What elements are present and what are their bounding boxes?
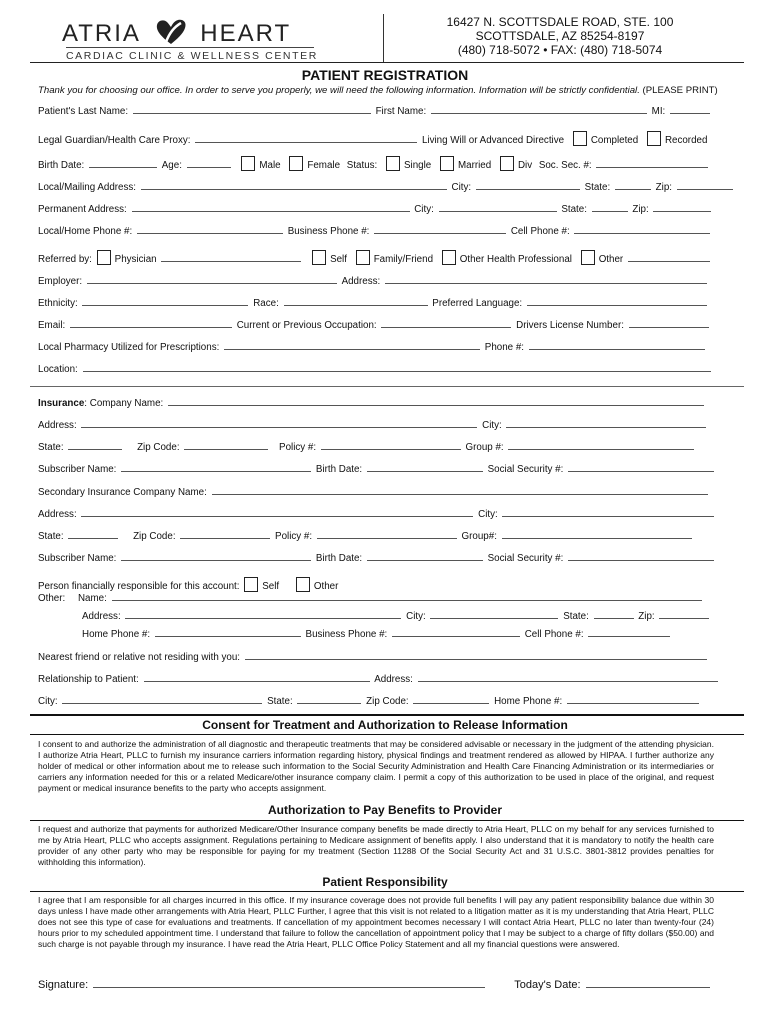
other-business-phone-label: Business Phone #: (305, 629, 388, 640)
pharmacy-field[interactable] (224, 340, 480, 350)
row-phones (38, 224, 714, 238)
secondary-birth-date-field[interactable] (367, 551, 483, 561)
recorded-checkbox[interactable] (647, 131, 661, 146)
employer-label: Employer: (38, 276, 83, 287)
row-permanent-address (38, 202, 714, 216)
male-checkbox[interactable] (241, 156, 255, 171)
location-field[interactable] (83, 362, 711, 372)
local-city-field[interactable] (476, 180, 580, 190)
mi-field[interactable] (670, 104, 710, 114)
other-cell-phone-label: Cell Phone #: (524, 629, 584, 640)
married-checkbox[interactable] (440, 156, 454, 171)
secondary-ssn-label: Social Security #: (487, 553, 564, 564)
relationship-field[interactable] (144, 672, 370, 682)
secondary-zip-label: Zip Code: (133, 531, 176, 542)
other-state-field[interactable] (594, 609, 634, 619)
single-checkbox[interactable] (386, 156, 400, 171)
family-friend-checkbox[interactable] (356, 250, 370, 265)
male-label: Male (259, 160, 281, 171)
drivers-license-label: Drivers License Number: (516, 320, 624, 331)
financial-other-checkbox[interactable] (296, 577, 310, 592)
insurance-zip-field[interactable] (184, 440, 268, 450)
signature-row (38, 976, 714, 991)
race-label: Race: (253, 298, 279, 309)
financial-self-label: Self (262, 581, 280, 592)
address-line-1: 16427 N. SCOTTSDALE ROAD, STE. 100 (446, 15, 674, 29)
relationship-city-label: City: (38, 696, 58, 707)
other-zip-field[interactable] (659, 609, 709, 619)
row-referred-by (38, 250, 714, 264)
other-cell-phone-field[interactable] (588, 627, 670, 637)
other-address-label: Address: (82, 611, 121, 622)
birth-date-field[interactable] (89, 158, 157, 168)
last-name-field[interactable] (133, 104, 371, 114)
single-label: Single (404, 160, 432, 171)
female-checkbox[interactable] (289, 156, 303, 171)
living-will-label: Living Will or Advanced Directive (421, 135, 565, 146)
subscriber-name-field[interactable] (121, 462, 311, 472)
consent-rule (30, 714, 744, 716)
address-line-3: (480) 718-5072 • FAX: (480) 718-5074 (457, 43, 663, 57)
row-patient-name (38, 104, 714, 118)
first-name-label: First Name: (375, 106, 427, 117)
header-rule (30, 62, 744, 63)
row-birth-status (38, 156, 714, 170)
age-label: Age: (161, 160, 182, 171)
other-referral-checkbox[interactable] (581, 250, 595, 265)
todays-date-label: Today's Date: (514, 979, 581, 991)
permanent-address-label: Permanent Address: (38, 204, 127, 215)
secondary-address-label: Address: (38, 509, 77, 520)
first-name-field[interactable] (431, 104, 647, 114)
recorded-label: Recorded (664, 135, 708, 146)
insurance-state-field[interactable] (68, 440, 122, 450)
soc-sec-label: Soc. Sec. #: (538, 160, 592, 171)
secondary-ssn-field[interactable] (568, 551, 714, 561)
relationship-city-field[interactable] (62, 694, 262, 704)
local-state-label: State: (584, 182, 611, 193)
female-label: Female (307, 160, 341, 171)
local-address-label: Local/Mailing Address: (38, 182, 137, 193)
row-pharmacy (38, 340, 714, 354)
pharmacy-label: Local Pharmacy Utilized for Prescriptions: (38, 342, 220, 353)
other-health-label: Other Health Professional (459, 254, 572, 265)
logo-word-heart: HEART (200, 20, 292, 47)
nearest-friend-field[interactable] (245, 650, 707, 660)
secondary-policy-field[interactable] (317, 529, 457, 539)
family-friend-label: Family/Friend (373, 254, 434, 265)
secondary-subscriber-label: Subscriber Name: (38, 553, 117, 564)
consent-underline (30, 734, 744, 735)
email-field[interactable] (70, 318, 232, 328)
secondary-city-label: City: (478, 509, 498, 520)
local-zip-field[interactable] (677, 180, 733, 190)
local-home-phone-label: Local/Home Phone #: (38, 226, 133, 237)
row-financial-responsible (38, 577, 714, 591)
relationship-label: Relationship to Patient: (38, 674, 139, 685)
insurance-policy-label: Policy #: (279, 442, 317, 453)
insurance-bold-label: Insurance (38, 398, 85, 409)
div-label: Div (517, 160, 533, 171)
signature-label: Signature: (38, 979, 89, 991)
pharmacy-phone-label: Phone #: (484, 342, 525, 353)
permanent-city-label: City: (414, 204, 434, 215)
row-location (38, 362, 714, 376)
consent-heading: Consent for Treatment and Authorization to Release Information (202, 718, 568, 732)
row-ethnicity (38, 296, 714, 310)
row-local-address (38, 180, 714, 194)
relationship-home-phone-field[interactable] (567, 694, 699, 704)
relationship-address-label: Address: (374, 674, 413, 685)
secondary-group-label: Group#: (461, 531, 497, 542)
row-nearest-friend (38, 650, 714, 664)
heart-icon (154, 18, 188, 46)
drivers-license-field[interactable] (629, 318, 709, 328)
row-email (38, 318, 714, 332)
insurance-zip-label: Zip Code: (137, 442, 180, 453)
insurance-state-label: State: (38, 442, 64, 453)
occupation-label: Current or Previous Occupation: (236, 320, 377, 331)
insurance-company-field[interactable] (168, 396, 704, 406)
intro-emphasis: (PLEASE PRINT) (642, 85, 718, 96)
form-title: PATIENT REGISTRATION (301, 67, 469, 83)
email-label: Email: (38, 320, 66, 331)
insurance-address-field[interactable] (81, 418, 477, 428)
subscriber-birth-date-label: Birth Date: (315, 464, 363, 475)
local-zip-label: Zip: (655, 182, 672, 193)
authorization-paragraph: I request and authorize that payments for authorized Medicare/Other Insurance company benefits be made directly to Atria Heart, PLLC on my behalf for any services furnished to me by Atria Heart, PLLC who accepts assignment. Regulations pertaining to Medicare assignment of benefits apply. I also understand that it is mandatory to notify the health care provider of any other party who may be responsible for paying for my treatment (Section 11288 Of the Social Security Act and 31 U.S.C. 3801-3812 provides penalties for withholding this information). (38, 824, 714, 867)
secondary-insurance-field[interactable] (212, 485, 708, 495)
age-field[interactable] (187, 158, 231, 168)
insurance-policy-field[interactable] (321, 440, 461, 450)
subscriber-ssn-label: Social Security #: (487, 464, 564, 475)
insurance-city-field[interactable] (506, 418, 706, 428)
insurance-group-field[interactable] (508, 440, 694, 450)
permanent-address-field[interactable] (132, 202, 410, 212)
row-guardian (38, 131, 714, 145)
todays-date-field[interactable] (586, 976, 710, 988)
preferred-language-field[interactable] (527, 296, 707, 306)
other-zip-label: Zip: (638, 611, 655, 622)
guardian-label: Legal Guardian/Health Care Proxy: (38, 135, 191, 146)
occupation-field[interactable] (381, 318, 511, 328)
permanent-zip-label: Zip: (632, 204, 649, 215)
row-other-phones (82, 627, 714, 641)
financial-other-label: Other (313, 581, 339, 592)
other-city-label: City: (406, 611, 426, 622)
secondary-address-field[interactable] (81, 507, 473, 517)
row-secondary-insurance (38, 485, 714, 499)
business-phone-field[interactable] (374, 224, 506, 234)
financial-self-checkbox[interactable] (244, 577, 258, 592)
subscriber-ssn-field[interactable] (568, 462, 714, 472)
business-phone-label: Business Phone #: (287, 226, 370, 237)
secondary-subscriber-field[interactable] (121, 551, 311, 561)
other-name-label: Name: (77, 593, 107, 604)
row-insurance-address (38, 418, 714, 432)
insurance-company-label: : Company Name: (84, 398, 164, 409)
last-name-label: Patient's Last Name: (38, 106, 129, 117)
relationship-home-phone-label: Home Phone #: (494, 696, 563, 707)
physician-field[interactable] (161, 252, 301, 262)
row-secondary-address (38, 507, 714, 521)
clinic-logo (62, 14, 322, 66)
relationship-address-field[interactable] (418, 672, 718, 682)
local-home-phone-field[interactable] (137, 224, 283, 234)
row-secondary-state (38, 529, 714, 543)
address-line-2: SCOTTSDALE, AZ 85254-8197 (475, 29, 645, 43)
ethnicity-label: Ethnicity: (38, 298, 78, 309)
guardian-field[interactable] (195, 133, 417, 143)
cell-phone-label: Cell Phone #: (510, 226, 570, 237)
logo-word-atria: ATRIA (62, 20, 141, 47)
subscriber-birth-date-field[interactable] (367, 462, 483, 472)
relationship-zip-field[interactable] (413, 694, 489, 704)
secondary-birth-date-label: Birth Date: (315, 553, 363, 564)
self-checkbox[interactable] (312, 250, 326, 265)
local-city-label: City: (451, 182, 472, 193)
permanent-zip-field[interactable] (653, 202, 711, 212)
other-business-phone-field[interactable] (392, 627, 520, 637)
other-referral-field[interactable] (628, 252, 710, 262)
row-secondary-subscriber (38, 551, 714, 565)
other-address-field[interactable] (125, 609, 401, 619)
subscriber-name-label: Subscriber Name: (38, 464, 117, 475)
relationship-state-field[interactable] (297, 694, 361, 704)
row-relationship (38, 672, 714, 686)
permanent-city-field[interactable] (439, 202, 557, 212)
authorization-underline (30, 820, 744, 821)
secondary-city-field[interactable] (502, 507, 714, 517)
row-employer (38, 274, 714, 288)
row-relationship-city (38, 694, 714, 708)
married-label: Married (457, 160, 492, 171)
logo-rule (66, 47, 314, 48)
secondary-insurance-label: Secondary Insurance Company Name: (38, 487, 207, 498)
local-address-field[interactable] (141, 180, 447, 190)
row-other-address (82, 609, 714, 623)
clinic-address (400, 15, 720, 57)
other-home-phone-label: Home Phone #: (82, 629, 151, 640)
completed-checkbox[interactable] (573, 131, 587, 146)
race-field[interactable] (284, 296, 428, 306)
secondary-group-field[interactable] (502, 529, 692, 539)
nearest-friend-label: Nearest friend or relative not residing with you: (38, 652, 241, 663)
secondary-policy-label: Policy #: (275, 531, 313, 542)
secondary-zip-field[interactable] (180, 529, 270, 539)
soc-sec-field[interactable] (596, 158, 708, 168)
header-divider (383, 14, 384, 62)
other-name-field[interactable] (112, 591, 702, 601)
responsibility-paragraph: I agree that I am responsible for all charges incurred in this office. If my insurance coverage does not provide full benefits I will pay any patient responsibility balance due within 30 days unless I have made other arrangements with Atria Heart, PLLC Further, I agree that this visit is not related to a litigation matter as it is my understanding that Atria Heart, PLLC does not see this type of case for evaluations and treatments. If cancellation of my appointment becomes necessary I will contact Atria Heart, PLLC no later than twenty-four (24) hours prior to my scheduled appointment time. I understand that failure to follow the cancellation of appointment policy that I may be subject to a charge of fifty dollars ($50.00) and such charge is not payable through my insurance. I have read the Atria Heart, PLLC Office Policy Statement and all my financial questions were answered. (38, 895, 714, 949)
cell-phone-field[interactable] (574, 224, 710, 234)
status-label: Status: (346, 160, 378, 171)
row-subscriber (38, 462, 714, 476)
other-health-checkbox[interactable] (442, 250, 456, 265)
completed-label: Completed (590, 135, 639, 146)
secondary-state-field[interactable] (68, 529, 118, 539)
responsibility-heading: Patient Responsibility (322, 875, 448, 889)
row-insurance-state (38, 440, 714, 454)
consent-paragraph: I consent to and authorize the administration of all diagnostic and therapeutic treatments that may be considered advisable or necessary in the judgment of the attending physician. I authorize Atria Heart, PLLC to furnish my insurance carriers information regarding history, physical findings and treatment rendered as allowed by HIPAA. I further authorize any holder of medical or other information about me to release such information to the Social Security Administration and Health Care Financing Administration or its intermediaries or carriers any information needed for this or a related Medicare/other insurance company claim. I permit a copy of this authorization to be used in place of the original, and request payment or medical insurance benefits to the party who accepts assignment. (38, 739, 714, 793)
row-insurance-company (38, 396, 714, 410)
secondary-state-label: State: (38, 531, 64, 542)
div-checkbox[interactable] (500, 156, 514, 171)
other-home-phone-field[interactable] (155, 627, 301, 637)
intro-text (38, 85, 728, 96)
relationship-state-label: State: (267, 696, 293, 707)
authorization-heading: Authorization to Pay Benefits to Provider (267, 803, 503, 817)
mi-label: MI: (651, 106, 666, 117)
permanent-state-field[interactable] (592, 202, 628, 212)
signature-field[interactable] (93, 976, 485, 988)
intro-italic: Thank you for choosing our office. In order to serve you properly, we will need the following information. Information will be strictly confidential. (38, 85, 640, 96)
insurance-city-label: City: (482, 420, 502, 431)
responsibility-underline (30, 891, 744, 892)
insurance-address-label: Address: (38, 420, 77, 431)
self-label: Self (330, 254, 347, 265)
permanent-state-label: State: (561, 204, 587, 215)
insurance-group-label: Group #: (465, 442, 504, 453)
birth-date-label: Birth Date: (38, 160, 85, 171)
ethnicity-field[interactable] (82, 296, 248, 306)
other-colon-label: Other: (38, 593, 66, 604)
local-state-field[interactable] (615, 180, 651, 190)
pharmacy-phone-field[interactable] (529, 340, 705, 350)
row-other-name (38, 591, 714, 605)
section-separator (30, 386, 744, 387)
relationship-zip-label: Zip Code: (366, 696, 409, 707)
employer-field[interactable] (87, 274, 337, 284)
employer-address-field[interactable] (385, 274, 707, 284)
other-referral-label: Other (598, 254, 624, 265)
other-city-field[interactable] (430, 609, 558, 619)
logo-tagline: CARDIAC CLINIC & WELLNESS CENTER (66, 50, 318, 62)
other-state-label: State: (563, 611, 589, 622)
employer-address-label: Address: (341, 276, 381, 287)
location-label: Location: (38, 364, 78, 375)
physician-label: Physician (114, 254, 157, 265)
financial-responsible-label: Person financially responsible for this account: (38, 581, 240, 592)
referred-by-label: Referred by: (38, 254, 92, 265)
preferred-language-label: Preferred Language: (432, 298, 523, 309)
physician-checkbox[interactable] (97, 250, 111, 265)
